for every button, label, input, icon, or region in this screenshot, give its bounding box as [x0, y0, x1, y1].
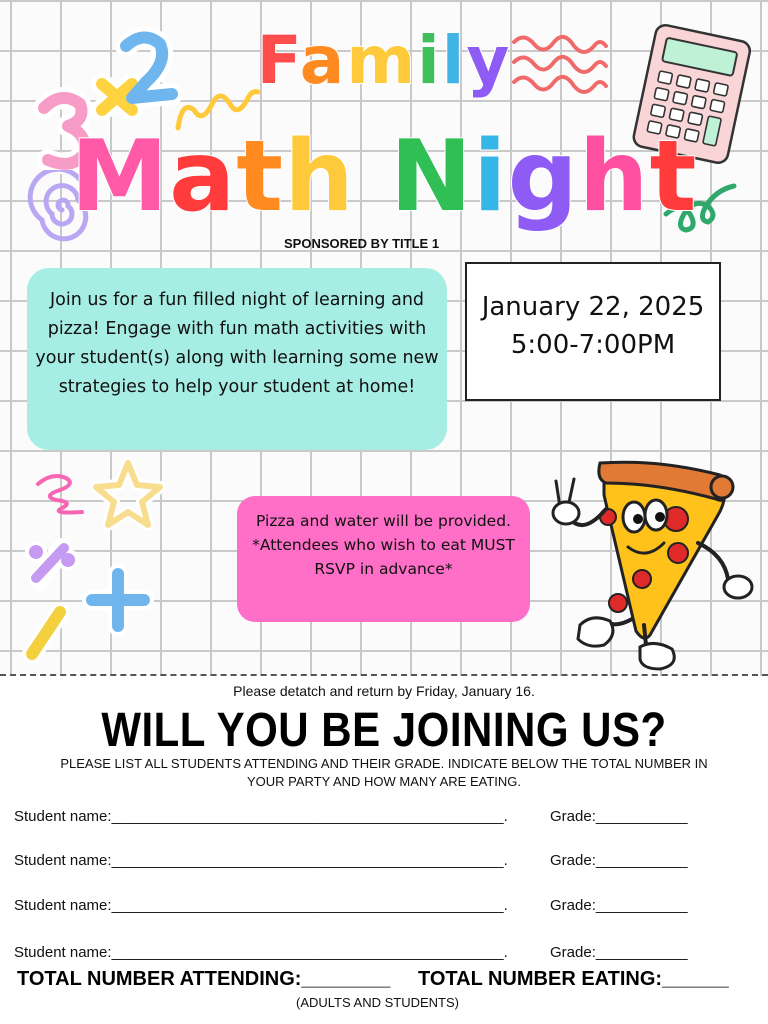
pink-squiggle — [32, 470, 92, 520]
rsvp-headline: WILL YOU BE JOINING US? — [101, 702, 667, 757]
intro-box — [27, 268, 447, 450]
rsvp-instructions: PLEASE LIST ALL STUDENTS ATTENDING AND THEIR GRADE. INDICATE BELOW THE TOTAL NUMBER IN YOUR PARTY AND HOW MANY ARE EATING. — [60, 756, 708, 789]
student-name-field[interactable]: Student name:_______________________________________________. — [14, 808, 508, 825]
pizza-mascot — [548, 455, 762, 675]
math-symbols-sticker — [18, 538, 158, 666]
sponsor-text: SPONSORED BY TITLE 1 — [284, 236, 440, 251]
title-letter: N — [390, 120, 474, 234]
title-letter: l — [441, 22, 467, 99]
title-math-night — [0, 120, 768, 234]
event-time: 5:00-7:00PM — [510, 330, 676, 360]
title-letter: g — [507, 120, 579, 234]
title-letter: t — [236, 120, 285, 234]
totals-line — [17, 968, 729, 991]
title-letter: i — [473, 120, 508, 234]
title-letter: a — [299, 22, 347, 99]
event-date: January 22, 2025 — [481, 292, 705, 322]
title-letter: m — [346, 22, 418, 99]
title-letter: i — [417, 22, 442, 99]
pizza-note-line2: *Attendees who wish to eat MUST RSVP in advance* — [252, 536, 515, 578]
title-letter: F — [256, 22, 300, 99]
title-letter: h — [284, 120, 355, 234]
adults-note: (ADULTS AND STUDENTS) — [296, 995, 459, 1010]
student-name-field[interactable]: Student name:_______________________________________________. — [14, 944, 508, 961]
total-attending-field[interactable]: TOTAL NUMBER ATTENDING:________ — [17, 968, 391, 990]
star-icon — [88, 455, 168, 535]
pizza-note-line1: Pizza and water will be provided. — [256, 512, 511, 530]
title-letter: y — [466, 22, 512, 99]
title-family — [0, 22, 768, 99]
title-letter: h — [578, 120, 650, 234]
total-eating-field[interactable]: TOTAL NUMBER EATING:______ — [417, 968, 729, 990]
title-letter: t — [649, 120, 698, 234]
title-letter — [355, 120, 390, 234]
grade-field[interactable]: Grade:___________ — [550, 852, 688, 869]
intro-text: Join us for a fun filled night of learning and pizza! Engage with fun math activities with your student(s) along with learning some new strategies to help your student at home! — [35, 290, 439, 397]
grade-field[interactable]: Grade:___________ — [550, 897, 688, 914]
title-letter: a — [169, 120, 237, 234]
detach-line — [0, 674, 768, 676]
event-date-box — [465, 262, 721, 401]
title-letter: M — [70, 120, 170, 234]
student-name-field[interactable]: Student name:_______________________________________________. — [14, 852, 508, 869]
student-name-field[interactable]: Student name:_______________________________________________. — [14, 897, 508, 914]
grade-field[interactable]: Grade:___________ — [550, 808, 688, 825]
return-note: Please detatch and return by Friday, January 16. — [233, 683, 535, 699]
pizza-note-box — [237, 496, 530, 622]
grade-field[interactable]: Grade:___________ — [550, 944, 688, 961]
